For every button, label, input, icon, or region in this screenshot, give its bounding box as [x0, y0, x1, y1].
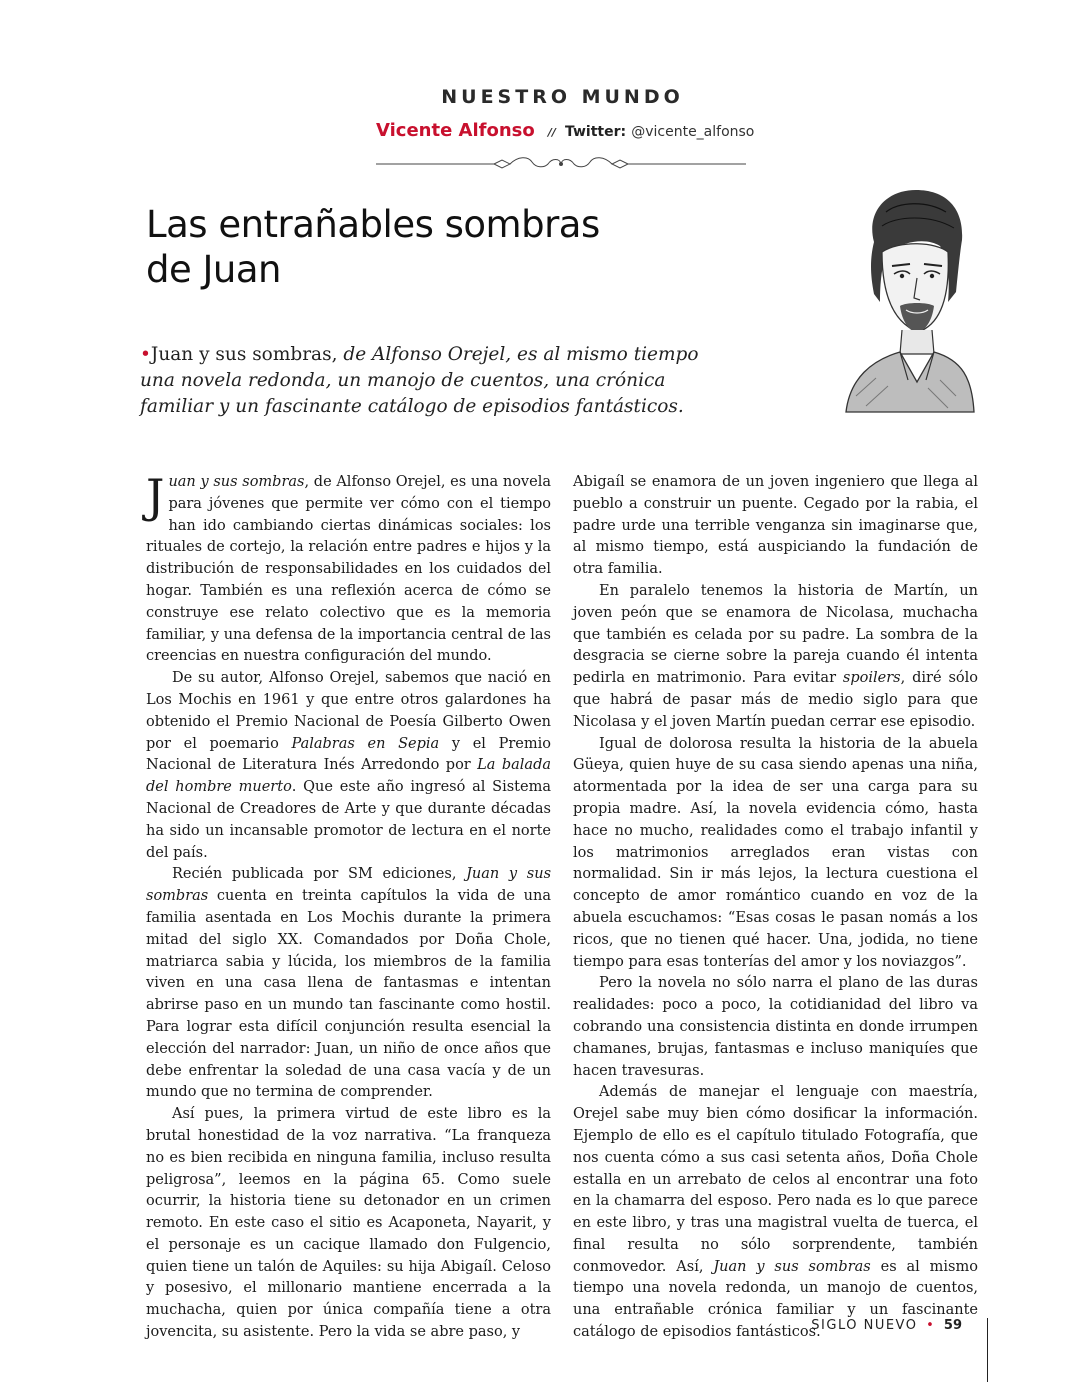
article-title	[146, 202, 746, 292]
book-title: uan y sus sombras	[168, 474, 305, 490]
book-title: Palabras en Sepia	[291, 735, 440, 752]
paragraph-text: De su autor, Alfonso Orejel, sabemos que nació en Los Mochis en 1961 y que entre otros galardones ha obtenido el Premio Nacional de Poesía Gilberto Owen por el poemario	[146, 670, 551, 752]
paragraph-8	[573, 1082, 978, 1344]
paragraph-text: , de Alfonso Orejel, es una novela para jóvenes que permite ver cómo con el tiempo han ido cambiando ciertas dinámicas sociales: los rituales de cortejo, la relación entre padres e hijos y la distribución de responsabilidades en los cuidados del hogar. También es una reflexión acerca de cómo se construye ese relato colectivo que es la memoria familiar, y una defensa de la importancia central de las creencias en nuestra configuración del mundo.	[146, 474, 551, 665]
paragraph-6: Igual de dolorosa resulta la historia de la abuela Güeya, quien huye de su casa siendo apenas una niña, atormentada por la idea de ser una carga para su propia madre. Así, la novela evidencia cómo, hasta hace no mucho, realidades como el trabajo infantil y los matrimonios arreglados eran vistas con normalidad. Sin ir más lejos, la lectura cuestiona el concepto de amor romántico cuando en voz de la abuela escuchamos: “Esas cosas le pasan nomás a los ricos, que no tienen qué hacer. Una, jodida, no tiene tiempo para esas tonterías del amor y los noviazgos”.	[573, 735, 978, 970]
paragraph-7: Pero la novela no sólo narra el plano de las duras realidades: poco a poco, la cotidianidad del libro va cobrando una consistencia distinta en donde irrumpen chamanes, brujas, fantasmas e incluso maniquíes que hacen travesuras.	[573, 975, 978, 1079]
paragraph-2	[146, 668, 551, 864]
twitter-label: Twitter:	[564, 124, 627, 140]
book-title: La balada del hombre muerto	[146, 757, 551, 796]
paragraph-1	[146, 469, 551, 668]
paragraph-text: cuenta en treinta capítulos la vida de una familia asentada en Los Mochis durante la primera mitad del siglo XX. Comandados por Doña Chole, matriarca sabia y lúcida, los miembros de la familia viven en una casa llena de fantasmas e intentan abrirse paso en un mundo tan fascinante como hostil. Para lograr esta difícil conjunción resulta esencial la elección del narrador: Juan, un niño de once años que debe enfrentar la soledad de una casa vacía y de un mundo que no termina de comprender.	[146, 888, 551, 1101]
lede-book-title: Juan y sus sombras,	[150, 344, 338, 365]
lede-bullet: •	[140, 344, 151, 365]
author-name: Vicente Alfonso	[376, 120, 535, 141]
section-label: NUESTRO MUNDO	[441, 86, 684, 108]
title-line-2: de Juan	[146, 248, 281, 291]
paragraph-5	[573, 581, 978, 734]
paragraph-3	[146, 864, 551, 1104]
magazine-name: SIGLO NUEVO	[811, 1318, 918, 1333]
byline	[376, 120, 754, 141]
lede-text: de Alfonso Orejel, es al mismo tiempo una novela redonda, un manojo de cuentos, una crónica familiar y un fascinante catálogo de episodios fantásticos.	[140, 344, 699, 417]
paragraph-text: Además de manejar el lenguaje con maestría, Orejel sabe muy bien cómo dosificar la información. Ejemplo de ello es el capítulo titulado Fotografía, que nos cuenta cómo a sus casi setenta años, Doña Chole estalla en un arrebato de celos al encontrar una foto en la chamarra del esposo. Pero nada es lo que parece en este libro, y tras una magistral vuelta de tuerca, el final resulta no sólo sorprendente, también conmovedor. Así,	[573, 1084, 978, 1275]
article-lede	[140, 342, 700, 420]
paragraph-text: Recién publicada por SM ediciones,	[172, 866, 467, 883]
footer-dot: •	[926, 1318, 936, 1333]
drop-cap: J	[146, 469, 165, 523]
author-portrait-icon	[836, 182, 976, 414]
page-number: 59	[943, 1318, 962, 1333]
paragraph-text: es al mismo tiempo una novela redonda, un manojo de cuentos, una entrañable crónica familiar y un fascinante catálogo de episodios fantásticos.	[573, 1258, 978, 1341]
body-column-left	[146, 469, 552, 1344]
paragraph-text: , diré sólo que habrá de pasar más de medio siglo para que Nicolasa y el joven Martín puedan cerrar ese episodio.	[573, 670, 978, 730]
paragraph-4: Así pues, la primera virtud de este libro es la brutal honestidad de la voz narrativa. “La franqueza no es bien recibida en ninguna familia, incluso resulta peligrosa”, leemos en la página 65. Como suele ocurrir, la historia tiene su detonador en un crimen remoto. En este caso el sitio es Acaponeta, Nayarit, y el personaje es un cacique llamado don Fulgencio, quien tiene un talón de Aquiles: su hija Abigaíl. Celoso y posesivo, el millonario mantiene encerrada a la muchacha, quien por única compañía tiene a otra jovencita, su asistente. Pero la vida se abre paso, y	[146, 1106, 551, 1341]
byline-separator: //	[547, 126, 556, 139]
page-footer	[811, 1318, 962, 1333]
twitter-handle[interactable]: @vicente_alfonso	[631, 124, 755, 140]
body-column-right	[573, 472, 978, 1344]
paragraph-text: . Que este año ingresó al Sistema Nacional de Creadores de Arte y que durante décadas ha sido un incansable promotor de lectura en el norte del país.	[146, 779, 551, 861]
book-title: Juan y sus sombras	[713, 1258, 871, 1275]
paragraph-4-continued: Abigaíl se enamora de un joven ingeniero que llega al pueblo a construir un puente. Cegado por la rabia, el padre urde una terrible venganza sin imaginarse que, al mismo tiempo, está auspiciando la fundación de otra familia.	[573, 474, 978, 578]
book-title: Juan y sus sombras	[146, 866, 552, 905]
paragraph-text: En paralelo tenemos la historia de Martín, un joven peón que se enamora de Nicolasa, muchacha que también es celada por su padre. La sombra de la desgracia se cierne sobre la pareja cuando él intenta pedirla en matrimonio. Para evitar	[573, 582, 978, 687]
title-line-1: Las entrañables sombras	[146, 203, 600, 246]
ornament-divider-icon	[376, 156, 746, 172]
footer-rule	[987, 1318, 988, 1382]
italic-term: spoilers	[842, 670, 901, 687]
paragraph-text: y el Premio Nacional de Literatura Inés Arredondo por	[146, 735, 551, 774]
